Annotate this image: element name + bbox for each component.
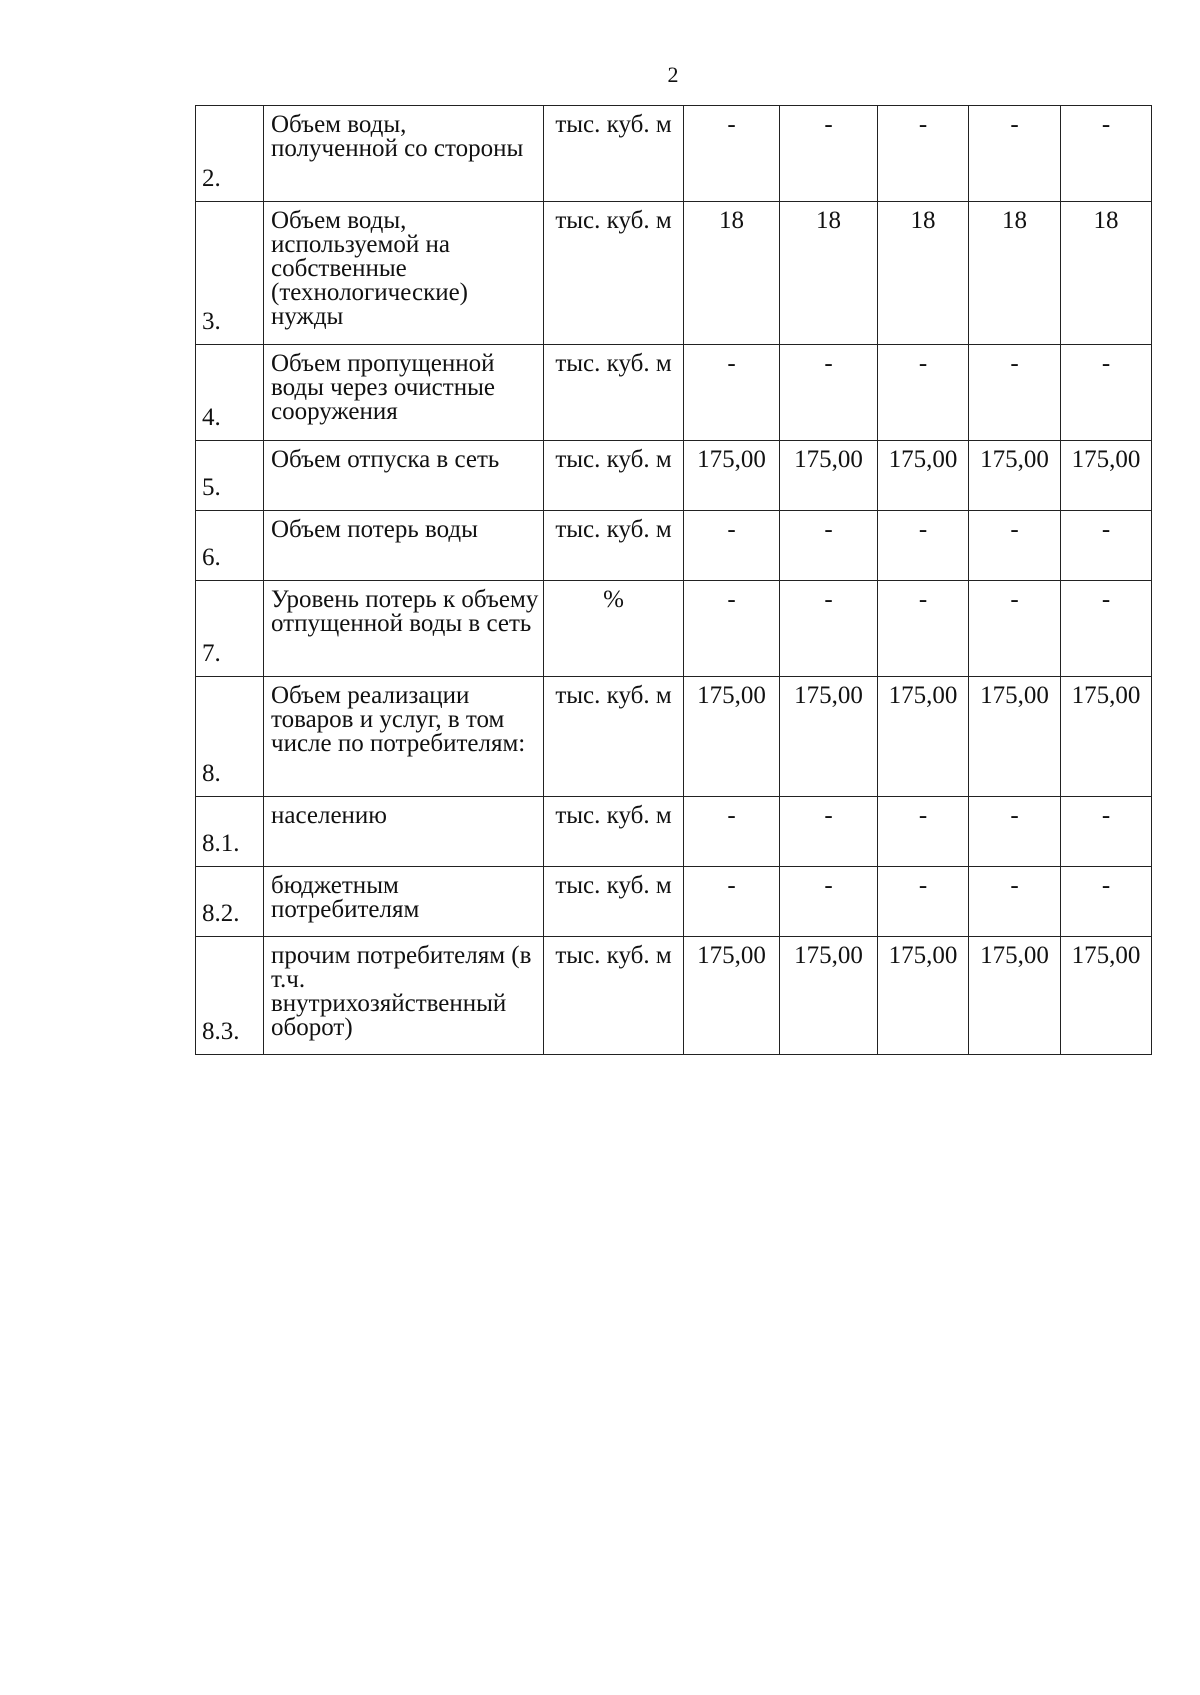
value-cell: 175,00 xyxy=(878,937,969,1055)
unit-cell: тыс. куб. м xyxy=(544,867,684,937)
row-number: 6. xyxy=(202,544,221,571)
indicator-name: Объем воды, используемой на собственные (технологические) нужды xyxy=(264,202,544,345)
row-number-cell xyxy=(196,106,264,202)
value-cell: - xyxy=(780,106,878,202)
value-cell: - xyxy=(684,581,780,677)
row-number-cell xyxy=(196,677,264,797)
value-cell: 175,00 xyxy=(1061,441,1152,511)
indicator-name: Уровень потерь к объему отпущенной воды в сеть xyxy=(264,581,544,677)
value-cell: 18 xyxy=(1061,202,1152,345)
indicator-name: бюджетным потребителям xyxy=(264,867,544,937)
row-number-cell xyxy=(196,202,264,345)
table-row xyxy=(196,511,1152,581)
unit-cell: тыс. куб. м xyxy=(544,345,684,441)
unit-cell: тыс. куб. м xyxy=(544,677,684,797)
row-number-cell xyxy=(196,511,264,581)
value-cell: - xyxy=(878,867,969,937)
value-cell: - xyxy=(780,867,878,937)
indicator-name: прочим потребителям (в т.ч. внутрихозяйственный оборот) xyxy=(264,937,544,1055)
indicator-name: Объем реализации товаров и услуг, в том числе по потребителям: xyxy=(264,677,544,797)
indicator-name: Объем отпуска в сеть xyxy=(264,441,544,511)
table-body xyxy=(196,106,1152,1055)
value-cell: - xyxy=(1061,106,1152,202)
value-cell: - xyxy=(969,106,1061,202)
value-cell: 175,00 xyxy=(878,677,969,797)
value-cell: 18 xyxy=(878,202,969,345)
value-cell: 175,00 xyxy=(684,441,780,511)
value-cell: - xyxy=(878,581,969,677)
row-number: 2. xyxy=(202,165,221,192)
row-number: 7. xyxy=(202,640,221,667)
value-cell: - xyxy=(780,345,878,441)
value-cell: 175,00 xyxy=(780,937,878,1055)
value-cell: 175,00 xyxy=(969,441,1061,511)
row-number-cell xyxy=(196,345,264,441)
row-number-cell xyxy=(196,797,264,867)
value-cell: 175,00 xyxy=(684,937,780,1055)
table-row xyxy=(196,937,1152,1055)
value-cell: - xyxy=(684,797,780,867)
value-cell: 175,00 xyxy=(780,441,878,511)
indicator-name: Объем пропущенной воды через очистные сооружения xyxy=(264,345,544,441)
value-cell: - xyxy=(969,345,1061,441)
unit-cell: тыс. куб. м xyxy=(544,106,684,202)
value-cell: - xyxy=(780,511,878,581)
table-row xyxy=(196,345,1152,441)
row-number: 8.3. xyxy=(202,1018,240,1045)
table-row xyxy=(196,797,1152,867)
row-number: 5. xyxy=(202,474,221,501)
table-row xyxy=(196,867,1152,937)
row-number-cell xyxy=(196,937,264,1055)
value-cell: 18 xyxy=(969,202,1061,345)
value-cell: 175,00 xyxy=(1061,937,1152,1055)
value-cell: - xyxy=(969,867,1061,937)
value-cell: - xyxy=(1061,867,1152,937)
unit-cell: тыс. куб. м xyxy=(544,511,684,581)
value-cell: - xyxy=(780,797,878,867)
row-number-cell xyxy=(196,581,264,677)
value-cell: - xyxy=(969,581,1061,677)
row-number-cell xyxy=(196,867,264,937)
unit-cell: % xyxy=(544,581,684,677)
value-cell: - xyxy=(969,797,1061,867)
row-number: 8.2. xyxy=(202,900,240,927)
value-cell: 18 xyxy=(780,202,878,345)
value-cell: 175,00 xyxy=(684,677,780,797)
unit-cell: тыс. куб. м xyxy=(544,441,684,511)
unit-cell: тыс. куб. м xyxy=(544,797,684,867)
value-cell: - xyxy=(684,867,780,937)
page-number: 2 xyxy=(667,62,679,87)
value-cell: - xyxy=(684,106,780,202)
unit-cell: тыс. куб. м xyxy=(544,202,684,345)
indicator-name: населению xyxy=(264,797,544,867)
water-volume-table xyxy=(195,105,1152,1055)
indicator-name: Объем потерь воды xyxy=(264,511,544,581)
table-row xyxy=(196,677,1152,797)
value-cell: - xyxy=(969,511,1061,581)
value-cell: - xyxy=(878,106,969,202)
value-cell: 175,00 xyxy=(780,677,878,797)
value-cell: - xyxy=(878,797,969,867)
value-cell: - xyxy=(1061,511,1152,581)
value-cell: - xyxy=(1061,581,1152,677)
value-cell: - xyxy=(878,345,969,441)
table-row xyxy=(196,441,1152,511)
value-cell: 175,00 xyxy=(1061,677,1152,797)
unit-cell: тыс. куб. м xyxy=(544,937,684,1055)
table-row xyxy=(196,202,1152,345)
value-cell: - xyxy=(1061,797,1152,867)
row-number: 4. xyxy=(202,404,221,431)
value-cell: - xyxy=(1061,345,1152,441)
table-row xyxy=(196,106,1152,202)
row-number: 3. xyxy=(202,308,221,335)
value-cell: 175,00 xyxy=(969,677,1061,797)
indicator-name: Объем воды, полученной со стороны xyxy=(264,106,544,202)
value-cell: 175,00 xyxy=(969,937,1061,1055)
table-row xyxy=(196,581,1152,677)
value-cell: 18 xyxy=(684,202,780,345)
value-cell: - xyxy=(878,511,969,581)
value-cell: - xyxy=(684,511,780,581)
value-cell: - xyxy=(684,345,780,441)
row-number-cell xyxy=(196,441,264,511)
value-cell: - xyxy=(780,581,878,677)
row-number: 8. xyxy=(202,760,221,787)
value-cell: 175,00 xyxy=(878,441,969,511)
row-number: 8.1. xyxy=(202,830,240,857)
